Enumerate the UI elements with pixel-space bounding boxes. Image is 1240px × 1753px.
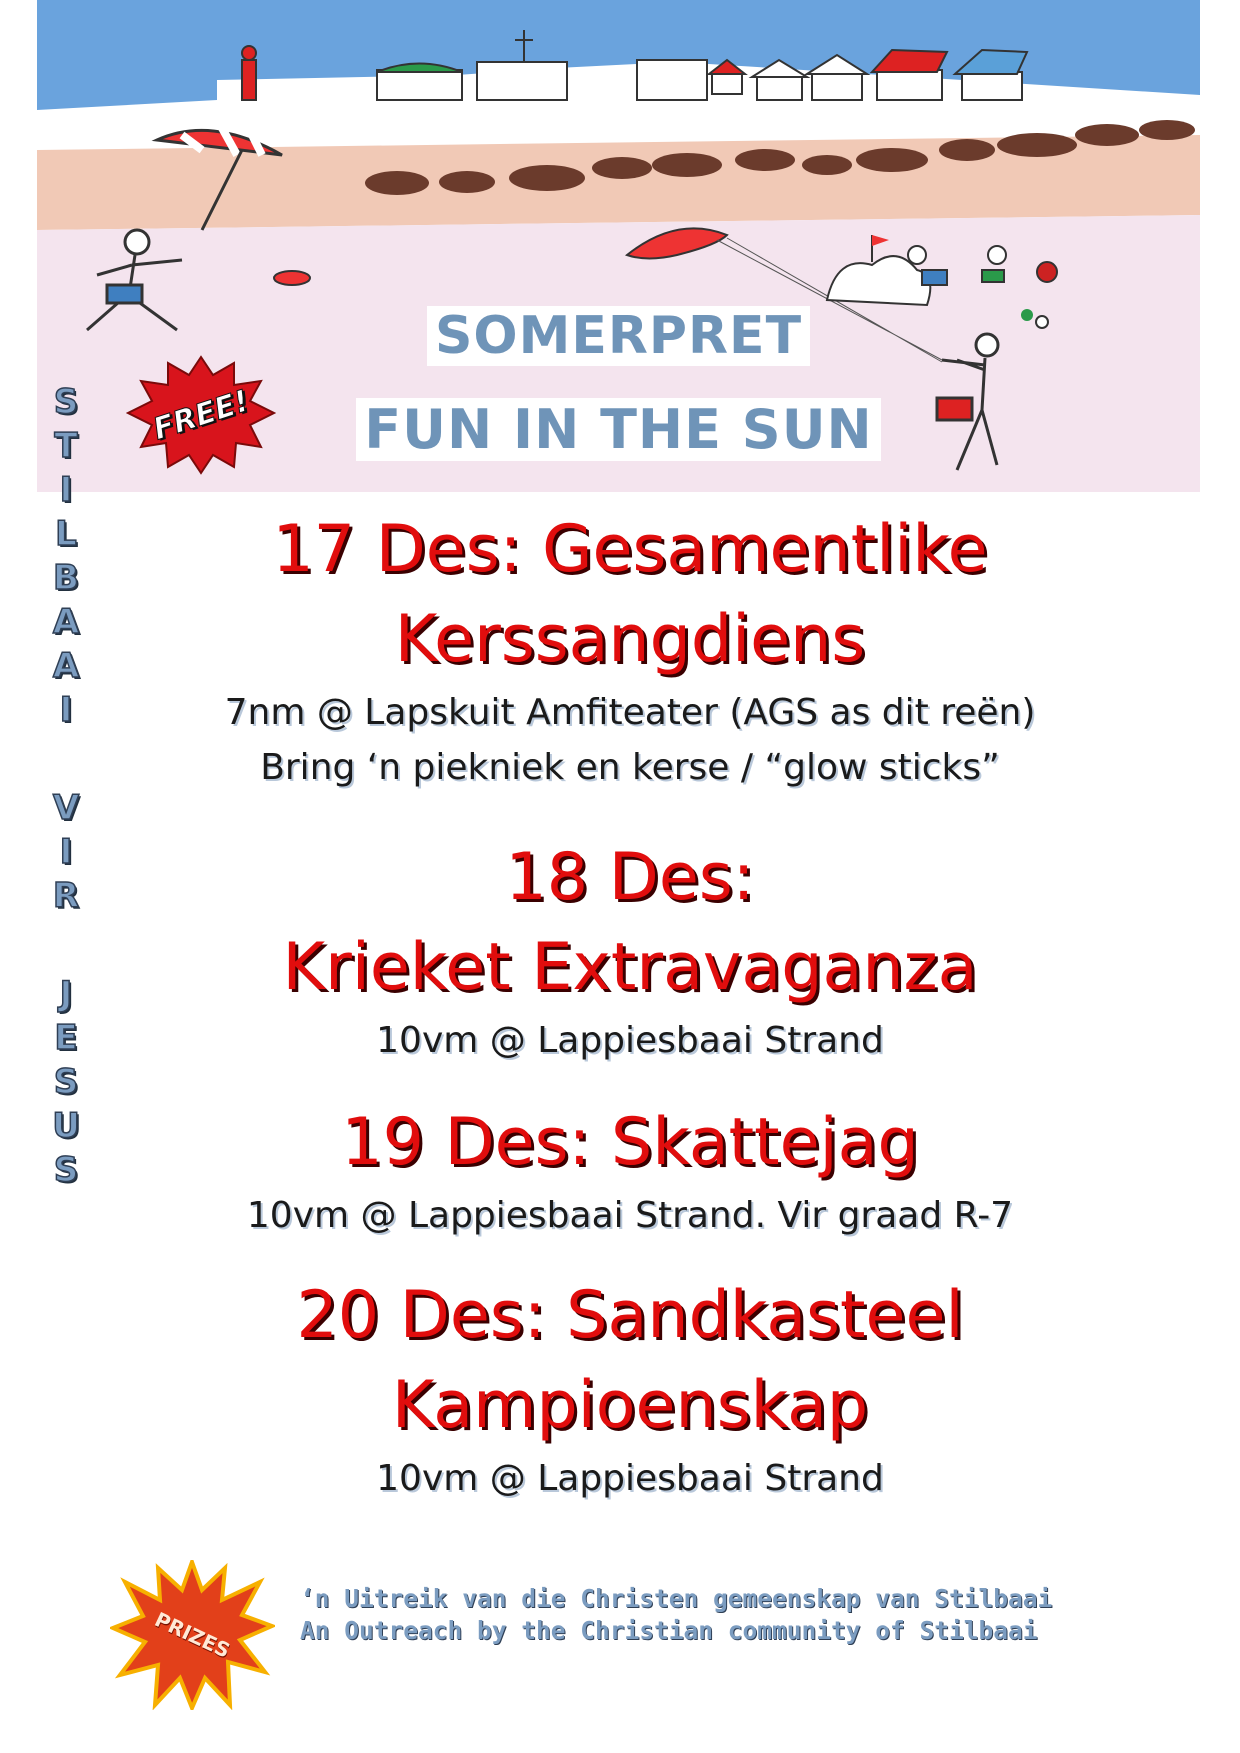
prizes-badge <box>110 1560 275 1710</box>
side-letter: S <box>53 1062 79 1102</box>
free-badge <box>126 355 276 475</box>
side-letter: T <box>54 426 78 466</box>
ball-red <box>1037 262 1057 282</box>
event-title: Kerssangdiens <box>394 602 866 677</box>
side-letter: B <box>53 558 79 598</box>
side-letter: S <box>53 382 79 422</box>
event-detail: 7nm @ Lapskuit Amfiteater (AGS as dit reën) <box>224 692 1036 733</box>
event-item <box>120 833 1140 1068</box>
event-title: 17 Des: Gesamentlike <box>272 512 988 587</box>
side-letter: I <box>59 470 73 510</box>
side-letter: A <box>52 646 80 686</box>
side-letter: J <box>59 974 73 1014</box>
event-title: 19 Des: Skattejag <box>341 1105 919 1180</box>
side-letter: R <box>52 876 80 916</box>
banner-fun-in-the-sun: FUN IN THE SUN <box>37 398 1200 461</box>
free-badge-label: FREE! <box>148 383 254 447</box>
event-detail: 10vm @ Lappiesbaai Strand <box>376 1458 884 1499</box>
side-letter: I <box>59 832 73 872</box>
side-letter: I <box>59 690 73 730</box>
credits-english: An Outreach by the Christian community of Stilbaai <box>300 1616 1038 1645</box>
event-detail: 10vm @ Lappiesbaai Strand <box>376 1020 884 1061</box>
side-letter: S <box>53 1150 79 1190</box>
event-item <box>120 1271 1140 1506</box>
footer-credits <box>300 1583 1200 1647</box>
side-letter: V <box>52 788 80 828</box>
banner-somerpret: SOMERPRET <box>37 306 1200 366</box>
side-vertical-text <box>46 382 86 1197</box>
side-letter: A <box>52 602 80 642</box>
event-title: 20 Des: Sandkasteel <box>296 1278 964 1353</box>
event-title: 18 Des: <box>505 840 755 915</box>
event-detail: Bring ‘n piekniek en kerse / “glow sticks” <box>260 747 1000 788</box>
event-title: Krieket Extravaganza <box>282 930 978 1005</box>
side-letter: L <box>55 514 77 554</box>
event-detail: 10vm @ Lappiesbaai Strand. Vir graad R-7 <box>246 1195 1014 1236</box>
side-letter: E <box>54 1018 78 1058</box>
event-list <box>120 505 1140 1544</box>
frisbee <box>274 271 310 285</box>
event-item <box>120 505 1140 795</box>
credits-afrikaans: ‘n Uitreik van die Christen gemeenskap van Stilbaai <box>300 1584 1053 1613</box>
event-title: Kampioenskap <box>391 1368 869 1443</box>
prizes-badge-label: PRIZES <box>151 1607 234 1663</box>
side-letter: U <box>52 1106 80 1146</box>
event-item <box>120 1098 1140 1243</box>
